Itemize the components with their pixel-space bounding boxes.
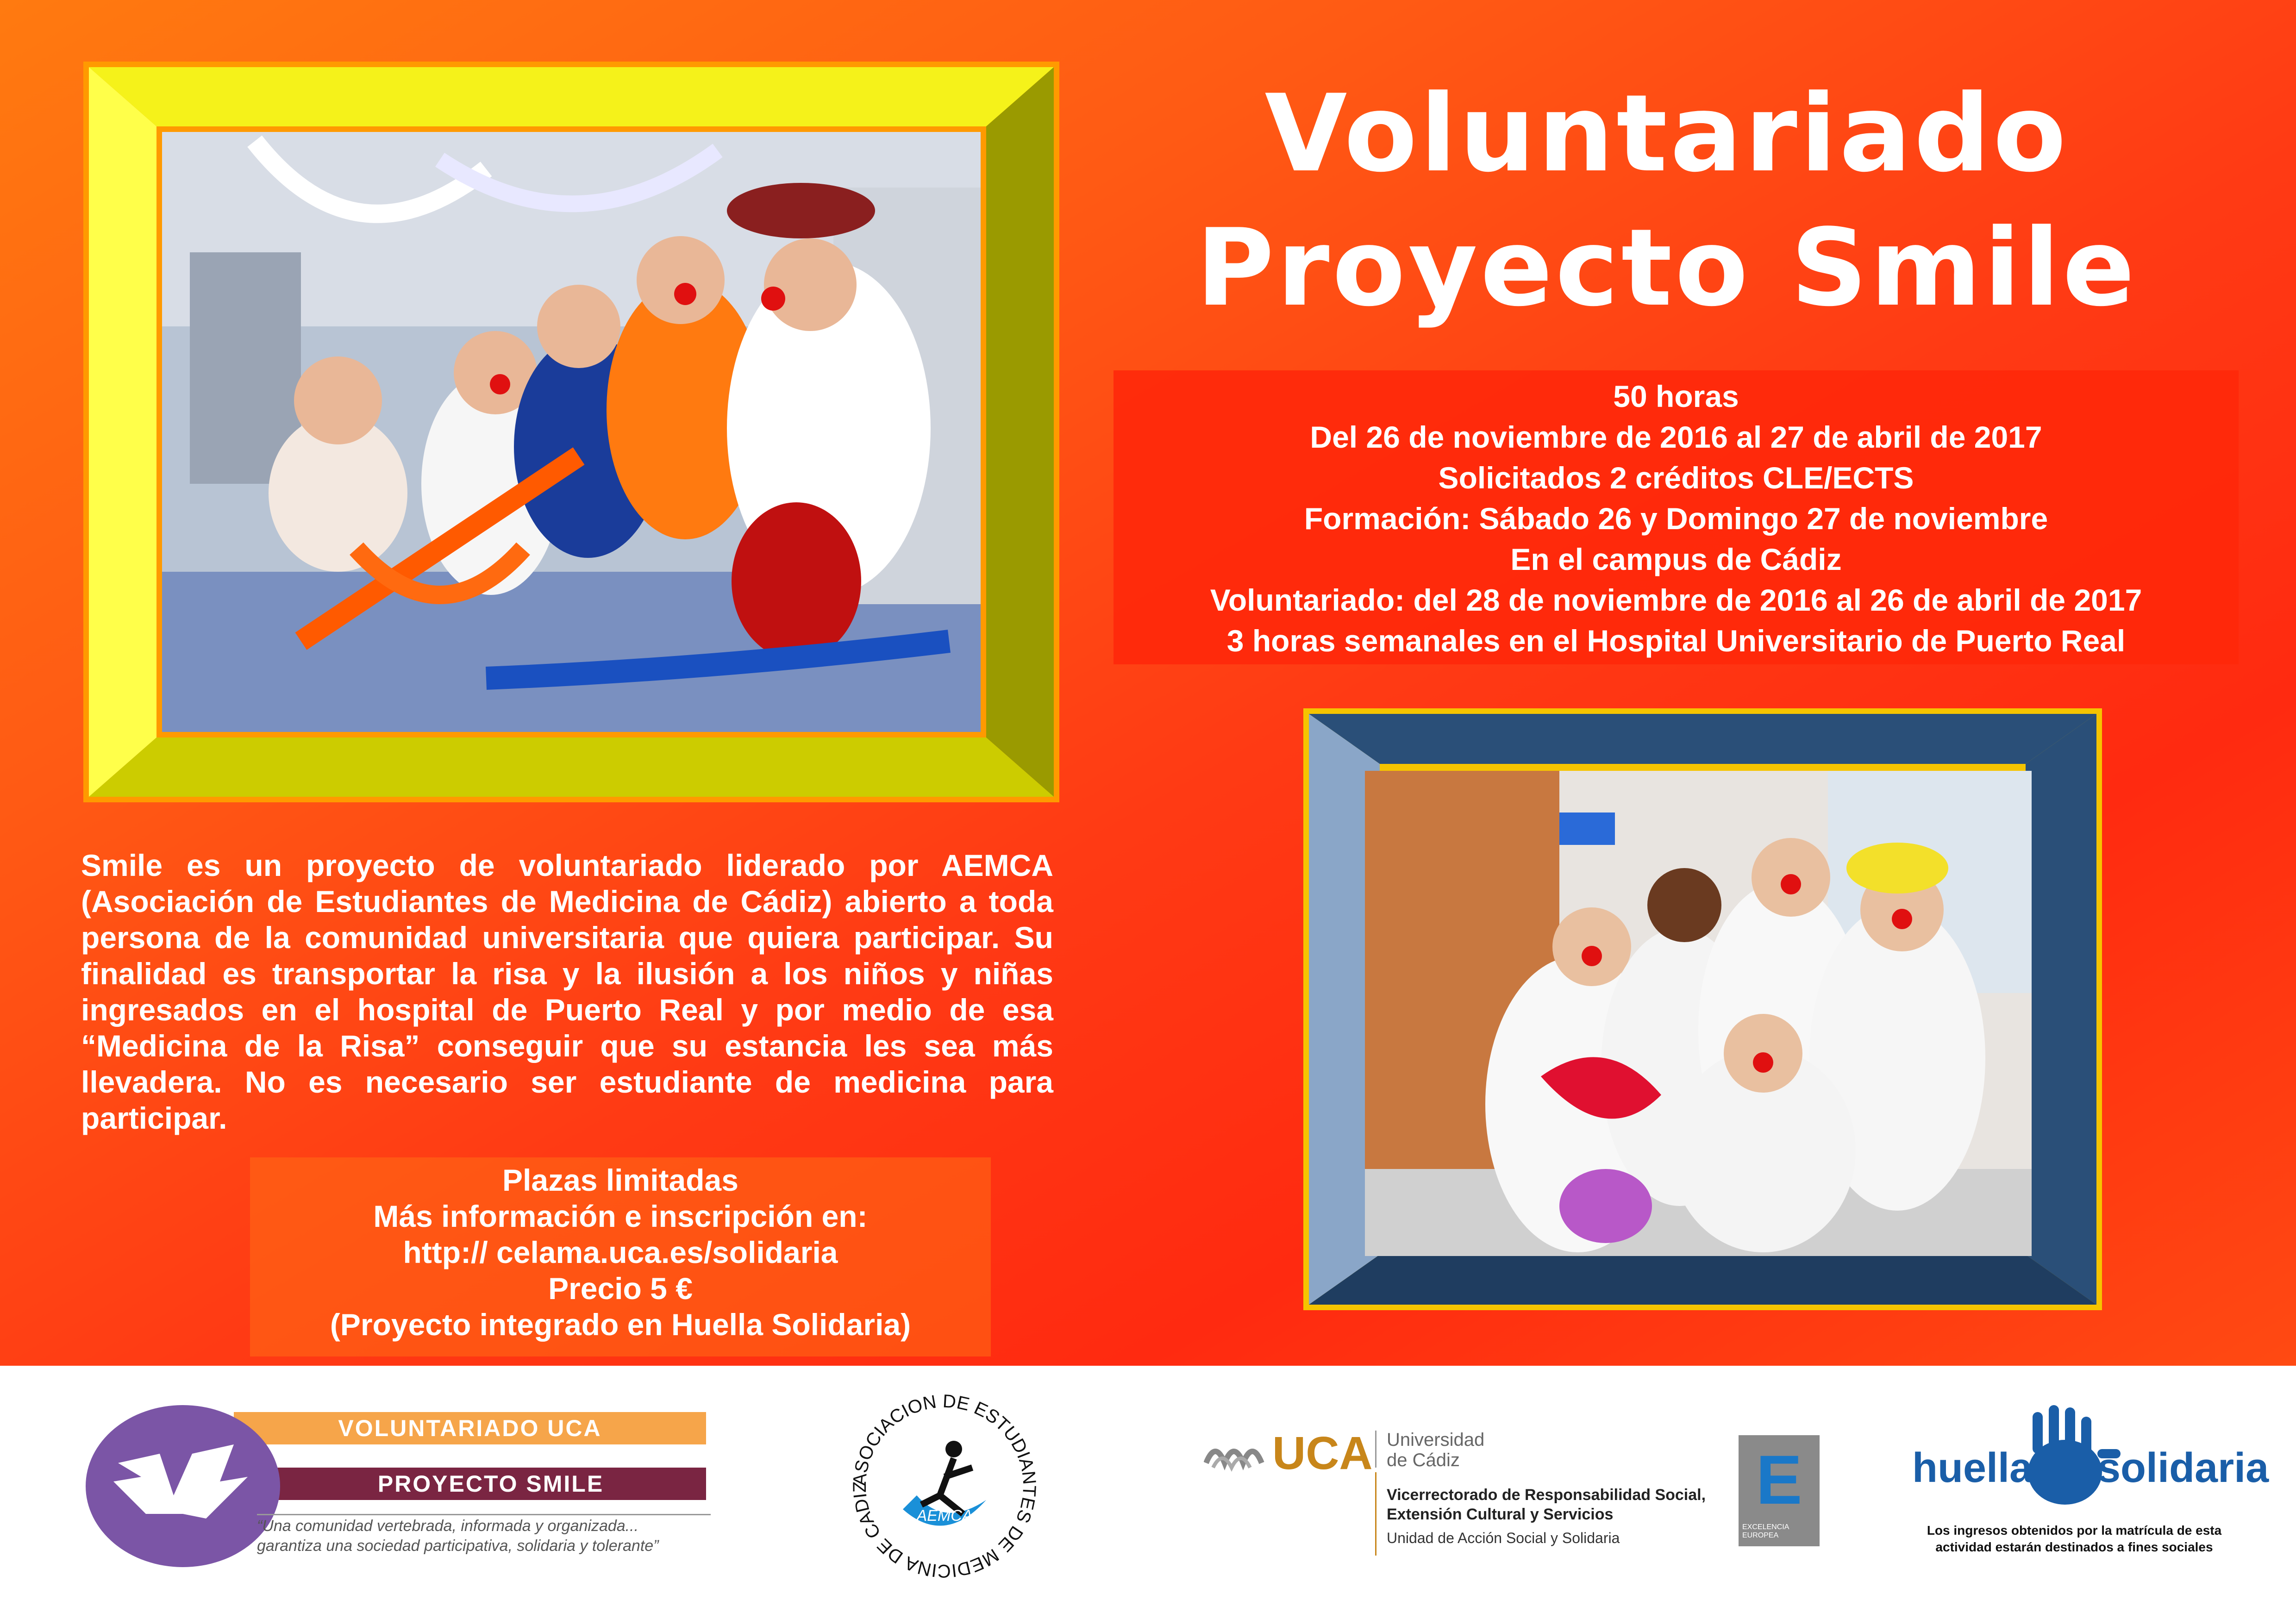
contact-limited: Plazas limitadas [502,1163,738,1197]
proyecto-bar: PROYECTO SMILE [275,1468,706,1500]
huella-note-line-2: actividad estarán destinados a fines sociales [1935,1540,2213,1554]
photo-frame-bottom [1303,708,2102,1310]
excelencia-badge [1739,1435,1820,1546]
uca-logo [1204,1421,1713,1569]
excelencia-text: EXCELENCIA EUROPEA [1742,1523,1789,1539]
title-line-2: Proyecto Smile [1196,206,2138,330]
contact-price: Precio 5 € [548,1271,693,1306]
aemca-ring-text: ASOCIACION DE ESTUDIANTES DE MEDICINA DE CADIZ [849,1391,1040,1581]
uca-short-name: UCA [1272,1427,1373,1479]
excelencia-letter: E [1756,1441,1802,1519]
voluntariado-uca-logo [81,1403,720,1569]
info-weekly-hours: 3 horas semanales en el Hospital Universitario de Puerto Real [1226,624,2126,658]
uca-name-line-2: de Cádiz [1387,1450,1460,1470]
info-box [1114,370,2239,664]
info-hours: 50 horas [1613,379,1739,413]
title-line-1: Voluntariado [1264,72,2069,196]
motto-line-1: “Una comunidad vertebrada, informada y organizada... [257,1514,711,1535]
photo-frame-top [83,62,1059,802]
uca-vice-line-2: Extensión Cultural y Servicios [1387,1506,1614,1523]
project-description: Smile es un proyecto de voluntariado liderado por AEMCA (Asociación de Estudiantes de Medicina de Cádiz) abierto a toda persona de la comunidad universitaria que quiera participar. Su finalidad es transportar la risa y la ilusión a los niños y niñas ingresados en el hospital de Puerto Real y por medio de esa “Medicina de la Risa” conseguir que su estancia les sea más llevadera. No es necesario ser estudiante de medicina para participar. [81,848,1053,1135]
info-dates: Del 26 de noviembre de 2016 al 27 de abril de 2017 [1310,420,2042,454]
contact-huella-note: (Proyecto integrado en Huella Solidaria) [330,1307,911,1342]
info-volunteering: Voluntariado: del 28 de noviembre de 2016 al 26 de abril de 2017 [1210,583,2142,617]
contact-more-info: Más información e inscripción en: [373,1199,868,1233]
clowns-hospital-photo [162,132,981,732]
uca-vice-line-1: Vicerrectorado de Responsabilidad Social, [1387,1486,1706,1504]
solidaria-word: solidaria [2097,1445,2269,1491]
voluntariado-bar: VOLUNTARIADO UCA [234,1412,706,1444]
uca-divider-2 [1375,1472,1376,1556]
contact-box [250,1157,991,1356]
footer [0,1366,2296,1600]
contact-url[interactable]: http:// celama.uca.es/solidaria [403,1235,838,1269]
info-credits: Solicitados 2 créditos CLE/ECTS [1438,461,1914,495]
uca-emblem [1204,1431,1269,1472]
info-training: Formación: Sábado 26 y Domingo 27 de noviembre [1304,501,2048,536]
clowns-group-photo [1365,771,2032,1256]
huella-word: huella [1912,1445,2033,1491]
info-campus: En el campus de Cádiz [1510,542,1842,576]
aemca-center-text: AEMCA [916,1507,973,1525]
uca-name-line-1: Universidad [1387,1430,1485,1450]
aemca-logo [847,1389,1042,1583]
motto-line-2: garantiza una sociedad participativa, solidaria y tolerante” [257,1537,659,1555]
voluntariado-emblem [81,1403,285,1569]
huella-note-line-1: Los ingresos obtenidos por la matrícula de esta [1927,1523,2222,1538]
uca-unit: Unidad de Acción Social y Solidaria [1387,1530,1620,1546]
huella-solidaria-logo [1912,1403,2269,1569]
uca-divider [1375,1431,1376,1468]
